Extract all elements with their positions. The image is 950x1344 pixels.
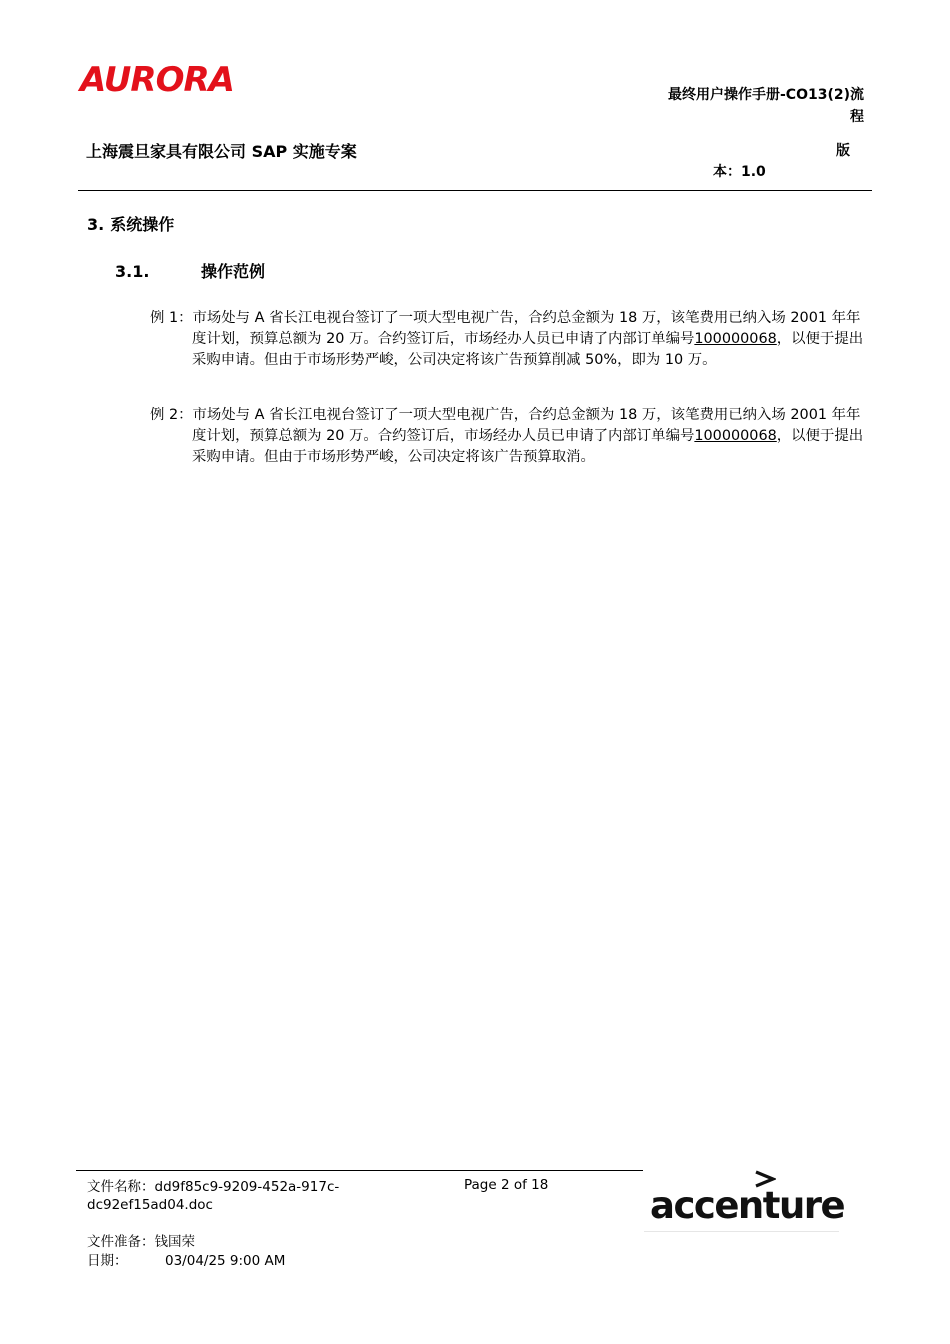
example-paragraph-2 — [150, 405, 866, 468]
filename-value: dd9f85c9-9209-452a-917c-dc92ef15ad04.doc — [87, 1179, 340, 1213]
version-label-part: 版 — [836, 143, 850, 159]
accenture-logo: accenture — [650, 1184, 845, 1227]
example-text-before: 例 2：市场处与 A 省长江电视台签订了一项大型电视广告，合约总金额为 18 万，该笔费用已纳入场 2001 年年度计划，预算总额为 20 万。合约签订后，市场经办人员已申请了内部订单编号 — [150, 407, 861, 444]
filename-label: 文件名称： — [87, 1179, 155, 1195]
header-divider — [78, 190, 872, 191]
example-text-after: ，以便于提出采购申请。但由于市场形势严峻，公司决定将该广告预算取消。 — [192, 428, 864, 465]
prepared-label: 文件准备： — [87, 1234, 155, 1250]
aurora-logo: AURORA — [80, 60, 234, 100]
subsection-number: 3.1. — [115, 262, 150, 281]
section-heading — [87, 214, 174, 236]
example-text-after: ，以便于提出采购申请。但由于市场形势严峻，公司决定将该广告预算削减 50%，即为 10 万。 — [192, 331, 864, 368]
logo-baseline — [644, 1231, 839, 1232]
date-label: 日期： — [87, 1253, 128, 1269]
prepared-value: 钱国荣 — [154, 1234, 195, 1250]
footer-filename — [87, 1178, 387, 1214]
example-text-before: 例 1：市场处与 A 省长江电视台签订了一项大型电视广告，合约总金额为 18 万，该笔费用已纳入场 2001 年年度计划，预算总额为 20 万。合约签订后，市场经办人员已申请了内部订单编号 — [150, 310, 861, 347]
internal-order-number: 100000068 — [694, 331, 777, 347]
subsection-title: 操作范例 — [201, 262, 266, 281]
example-paragraph-1 — [150, 308, 866, 371]
footer-date — [87, 1252, 285, 1270]
date-value: 03/04/25 9:00 AM — [165, 1253, 286, 1269]
footer-divider — [76, 1170, 643, 1171]
section-number: 3. — [87, 215, 105, 234]
footer-prepared-by — [87, 1233, 195, 1251]
document-title — [620, 84, 864, 128]
project-name: 上海震旦家具有限公司 SAP 实施专案 — [86, 142, 357, 161]
internal-order-number: 100000068 — [694, 428, 777, 444]
page-indicator: Page 2 of 18 — [464, 1177, 549, 1193]
version-number: 本：1.0 — [713, 164, 766, 180]
document-title-line-1: 最终用户操作手册-CO13(2)流 — [667, 87, 864, 103]
document-title-line-2: 程 — [850, 109, 864, 125]
subsection-heading — [115, 261, 265, 283]
section-title: 系统操作 — [110, 215, 175, 234]
